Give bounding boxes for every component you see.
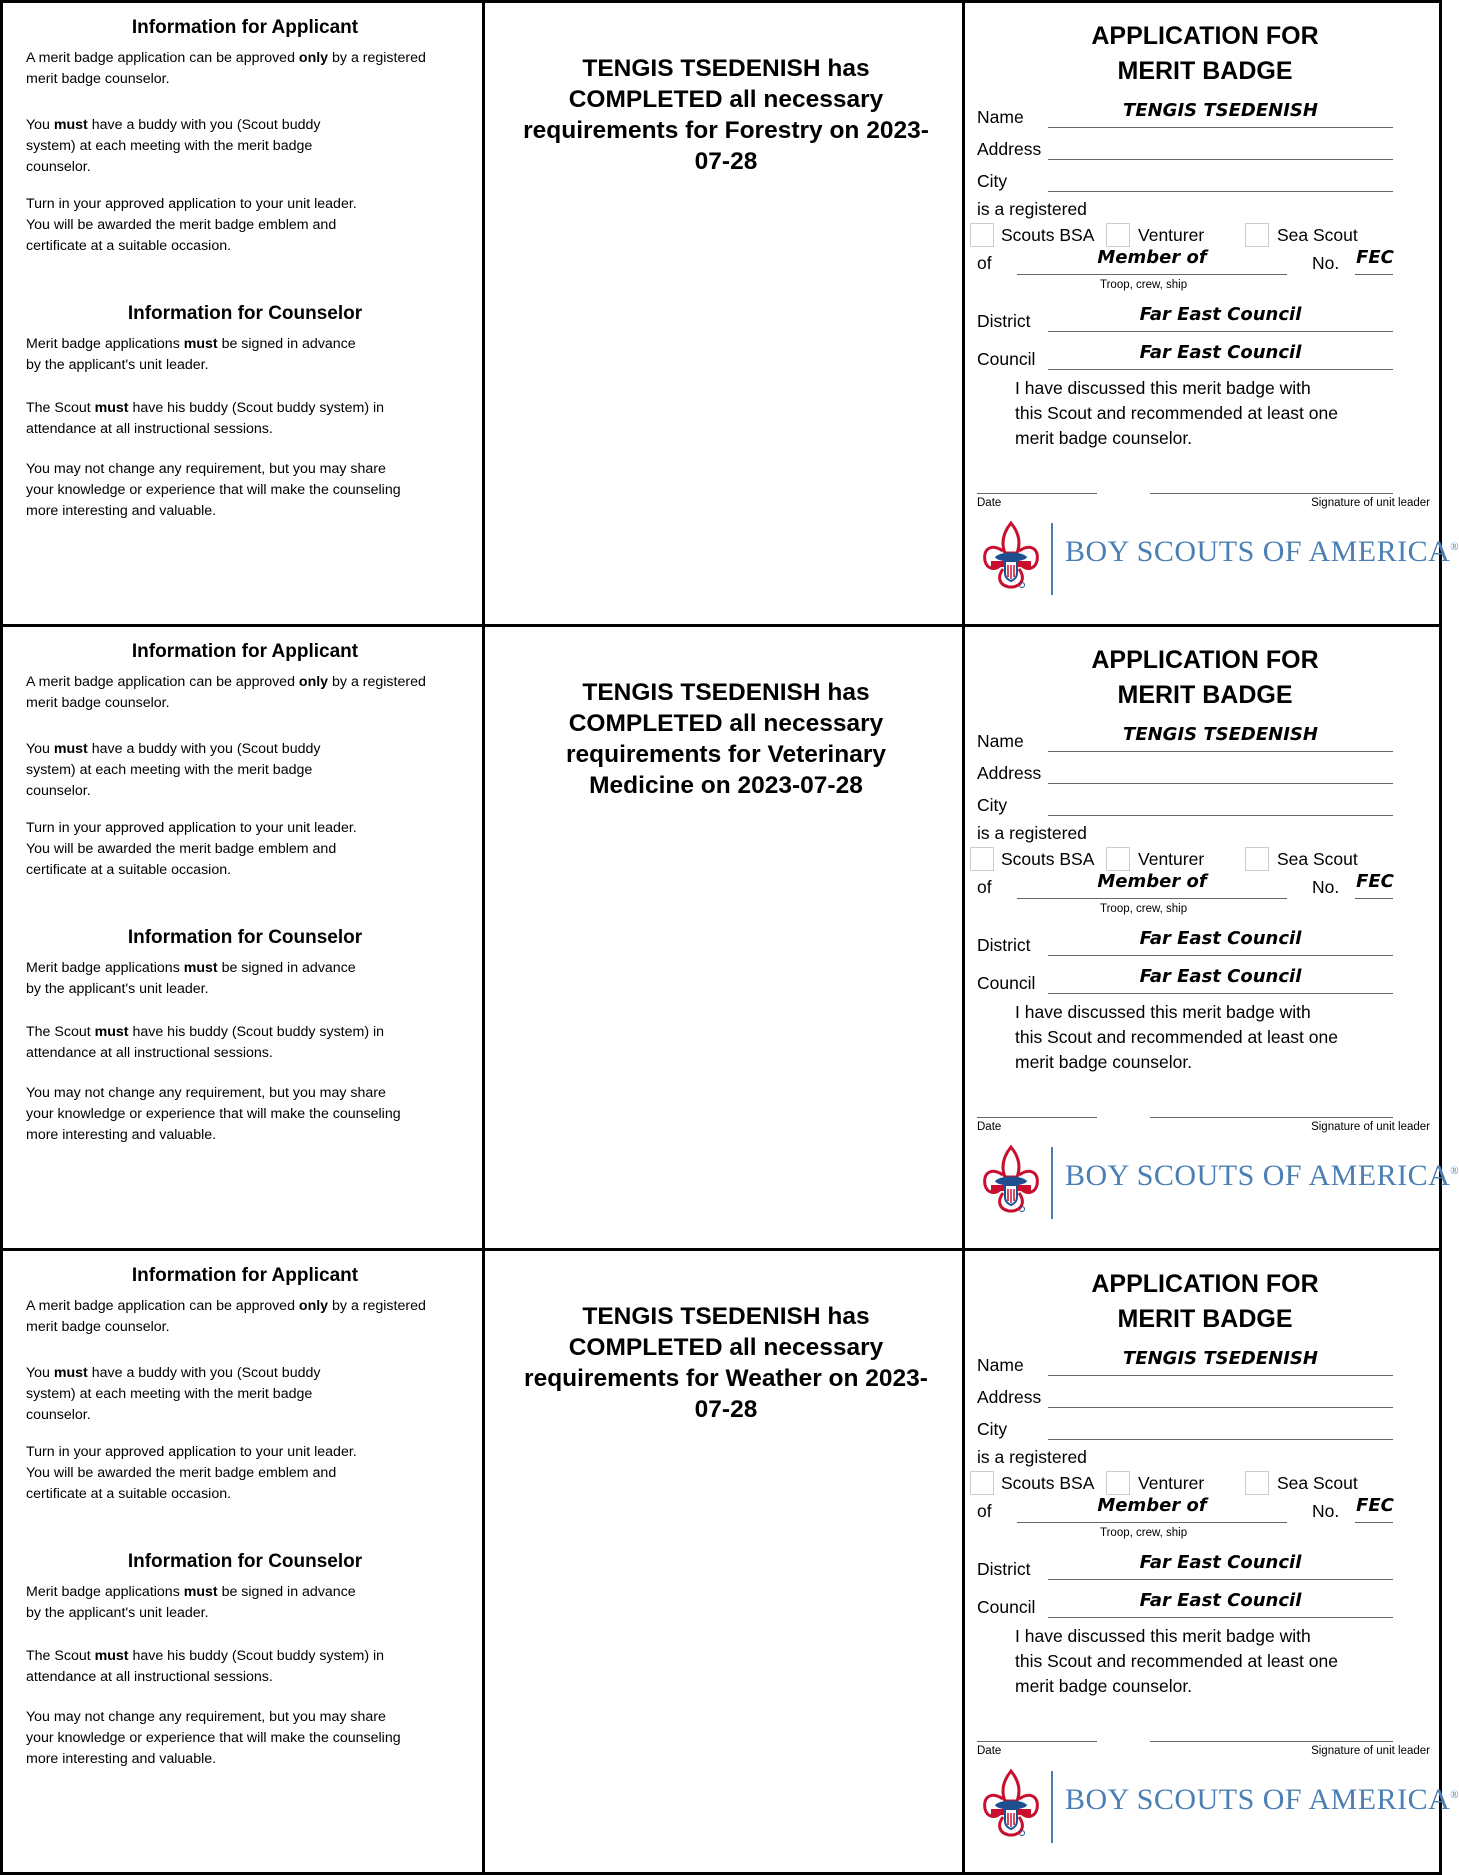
sea-scout-label: Sea Scout [1277,225,1358,245]
city-field[interactable] [1048,191,1393,192]
applicant-info-title: Information for Applicant [131,641,359,662]
of-underline [1017,898,1287,899]
district-label: District [977,1559,1031,1579]
counselor-paragraph-2: The Scout must have his buddy (Scout buddy system) in attendance at all instructional sessions. [26,1024,385,1061]
applicant-paragraph-1: A merit badge application can be approved only by a registered merit badge counselor. [26,1298,426,1335]
recommendation-statement: I have discussed this merit badge with this Scout and recommended at least one merit badge counselor. [1015,378,1338,448]
completion-panel [482,0,964,624]
completion-panel [482,624,964,1248]
unit-number-field[interactable]: FEC [1356,1495,1394,1516]
date-signature-line[interactable] [977,493,1097,494]
name-label: Name [977,731,1024,751]
address-label: Address [977,1387,1042,1407]
completion-statement: TENGIS TSEDENISH has COMPLETED all necessary requirements for Veterinary Medicine on 2023-07-28 [566,679,886,799]
info-panel [0,624,484,1248]
city-field[interactable] [1048,1439,1393,1440]
sea-scout-checkbox[interactable] [1245,1471,1269,1495]
sea-scout-checkbox[interactable] [1245,223,1269,247]
registered-label: is a registered [977,199,1087,219]
venturer-checkbox[interactable] [1106,847,1130,871]
district-field[interactable]: Far East Council [1139,304,1302,325]
number-label: No. [1312,253,1340,273]
of-underline [1017,1522,1287,1523]
applicant-paragraph-2: You must have a buddy with you (Scout buddy system) at each meeting with the merit badge counselor. [26,1365,321,1423]
unit-type-field[interactable]: Member of [1097,1495,1207,1516]
venturer-label: Venturer [1138,849,1205,869]
date-label: Date [977,497,1002,509]
district-underline [1048,955,1393,956]
leader-signature-line[interactable] [1150,1117,1393,1118]
unit-number-field[interactable]: FEC [1356,871,1394,892]
completion-statement: TENGIS TSEDENISH has COMPLETED all necessary requirements for Forestry on 2023-07-28 [523,55,929,175]
troop-caption: Troop, crew, ship [1100,1527,1188,1539]
applicant-paragraph-2: You must have a buddy with you (Scout buddy system) at each meeting with the merit badge counselor. [26,117,321,175]
applicant-info-title: Information for Applicant [131,1265,359,1286]
counselor-paragraph-1: Merit badge applications must be signed in advance by the applicant's unit leader. [26,336,356,373]
applicant-paragraph-3: Turn in your approved application to your unit leader. You will be awarded the merit badge emblem and certificate at a suitable occasion. [26,196,357,254]
bsa-wordmark: BOY SCOUTS OF AMERICA® [1065,535,1459,568]
counselor-paragraph-2: The Scout must have his buddy (Scout buddy system) in attendance at all instructional sessions. [26,1648,385,1685]
city-label: City [977,795,1008,815]
applicant-paragraph-3: Turn in your approved application to your unit leader. You will be awarded the merit badge emblem and certificate at a suitable occasion. [26,1444,357,1502]
name-field[interactable]: TENGIS TSEDENISH [1123,724,1318,745]
name-underline [1048,1375,1393,1376]
counselor-info-title: Information for Counselor [127,303,363,324]
address-label: Address [977,763,1042,783]
city-field[interactable] [1048,815,1393,816]
address-label: Address [977,139,1042,159]
date-label: Date [977,1745,1002,1757]
name-label: Name [977,1355,1024,1375]
signature-label: Signature of unit leader [1311,1121,1430,1133]
of-label: of [977,253,992,273]
applicant-paragraph-3: Turn in your approved application to your unit leader. You will be awarded the merit badge emblem and certificate at a suitable occasion. [26,820,357,878]
registered-label: is a registered [977,1447,1087,1467]
date-signature-line[interactable] [977,1117,1097,1118]
number-label: No. [1312,1501,1340,1521]
counselor-info-title: Information for Counselor [127,927,363,948]
counselor-paragraph-3: You may not change any requirement, but you may share your knowledge or experience that will make the counseling more interesting and valuable. [26,461,401,519]
counselor-paragraph-2: The Scout must have his buddy (Scout buddy system) in attendance at all instructional sessions. [26,400,385,437]
number-underline [1355,898,1393,899]
form-title: APPLICATION FOR MERIT BADGE [1091,1270,1319,1333]
venturer-label: Venturer [1138,1473,1205,1493]
council-underline [1048,1617,1393,1618]
of-label: of [977,877,992,897]
completion-statement: TENGIS TSEDENISH has COMPLETED all necessary requirements for Weather on 2023-07-28 [524,1303,928,1423]
completion-panel [482,1248,964,1875]
logo-divider [1051,1147,1053,1219]
fleur-de-lis-icon [981,1145,1041,1217]
address-field[interactable] [1048,783,1393,784]
registered-label: is a registered [977,823,1087,843]
address-field[interactable] [1048,1407,1393,1408]
date-label: Date [977,1121,1002,1133]
recommendation-statement: I have discussed this merit badge with this Scout and recommended at least one merit badge counselor. [1015,1002,1338,1072]
name-field[interactable]: TENGIS TSEDENISH [1123,100,1318,121]
scouts-bsa-checkbox[interactable] [970,223,994,247]
scouts-bsa-label: Scouts BSA [1001,225,1095,245]
council-label: Council [977,349,1036,369]
of-label: of [977,1501,992,1521]
council-field[interactable]: Far East Council [1139,342,1302,363]
bsa-logo [977,1763,1459,1843]
scouts-bsa-label: Scouts BSA [1001,1473,1095,1493]
unit-type-field[interactable]: Member of [1097,871,1207,892]
info-panel [0,0,484,624]
application-form [962,0,1459,624]
district-label: District [977,935,1031,955]
application-row [0,1248,1459,1875]
scouts-bsa-checkbox[interactable] [970,1471,994,1495]
venturer-label: Venturer [1138,225,1205,245]
applicant-paragraph-2: You must have a buddy with you (Scout buddy system) at each meeting with the merit badge counselor. [26,741,321,799]
date-signature-line[interactable] [977,1741,1097,1742]
bsa-logo [977,1139,1459,1219]
venturer-checkbox[interactable] [1106,1471,1130,1495]
counselor-paragraph-3: You may not change any requirement, but you may share your knowledge or experience that will make the counseling more interesting and valuable. [26,1085,401,1143]
applicant-paragraph-1: A merit badge application can be approved only by a registered merit badge counselor. [26,674,426,711]
applicant-paragraph-1: A merit badge application can be approved only by a registered merit badge counselor. [26,50,426,87]
sea-scout-label: Sea Scout [1277,849,1358,869]
signature-label: Signature of unit leader [1311,497,1430,509]
bsa-logo [977,515,1459,595]
name-underline [1048,751,1393,752]
district-underline [1048,331,1393,332]
recommendation-statement: I have discussed this merit badge with this Scout and recommended at least one merit badge counselor. [1015,1626,1338,1696]
council-field[interactable]: Far East Council [1139,1590,1302,1611]
leader-signature-line[interactable] [1150,493,1393,494]
application-row [0,0,1459,624]
unit-number-field[interactable]: FEC [1356,247,1394,268]
leader-signature-line[interactable] [1150,1741,1393,1742]
logo-divider [1051,1771,1053,1843]
name-label: Name [977,107,1024,127]
unit-type-field[interactable]: Member of [1097,247,1207,268]
name-field[interactable]: TENGIS TSEDENISH [1123,1348,1318,1369]
city-label: City [977,171,1008,191]
address-field[interactable] [1048,159,1393,160]
fleur-de-lis-icon [981,1769,1041,1841]
council-label: Council [977,973,1036,993]
info-panel [0,1248,484,1875]
district-field[interactable]: Far East Council [1139,1552,1302,1573]
application-form [962,624,1459,1248]
number-underline [1355,1522,1393,1523]
district-field[interactable]: Far East Council [1139,928,1302,949]
signature-label: Signature of unit leader [1311,1745,1430,1757]
district-underline [1048,1579,1393,1580]
district-label: District [977,311,1031,331]
scouts-bsa-checkbox[interactable] [970,847,994,871]
troop-caption: Troop, crew, ship [1100,279,1188,291]
application-row [0,624,1459,1248]
counselor-paragraph-3: You may not change any requirement, but you may share your knowledge or experience that will make the counseling more interesting and valuable. [26,1709,401,1767]
fleur-de-lis-icon [981,521,1041,593]
counselor-info-title: Information for Counselor [127,1551,363,1572]
counselor-paragraph-1: Merit badge applications must be signed in advance by the applicant's unit leader. [26,960,356,997]
application-form [962,1248,1459,1875]
sea-scout-label: Sea Scout [1277,1473,1358,1493]
scouts-bsa-label: Scouts BSA [1001,849,1095,869]
number-label: No. [1312,877,1340,897]
bsa-wordmark: BOY SCOUTS OF AMERICA® [1065,1159,1459,1192]
council-label: Council [977,1597,1036,1617]
form-title: APPLICATION FOR MERIT BADGE [1091,646,1319,709]
number-underline [1355,274,1393,275]
logo-divider [1051,523,1053,595]
name-underline [1048,127,1393,128]
bsa-wordmark: BOY SCOUTS OF AMERICA® [1065,1783,1459,1816]
city-label: City [977,1419,1008,1439]
troop-caption: Troop, crew, ship [1100,903,1188,915]
form-title: APPLICATION FOR MERIT BADGE [1091,22,1319,85]
council-field[interactable]: Far East Council [1139,966,1302,987]
council-underline [1048,369,1393,370]
council-underline [1048,993,1393,994]
applicant-info-title: Information for Applicant [131,17,359,38]
sea-scout-checkbox[interactable] [1245,847,1269,871]
of-underline [1017,274,1287,275]
venturer-checkbox[interactable] [1106,223,1130,247]
counselor-paragraph-1: Merit badge applications must be signed in advance by the applicant's unit leader. [26,1584,356,1621]
